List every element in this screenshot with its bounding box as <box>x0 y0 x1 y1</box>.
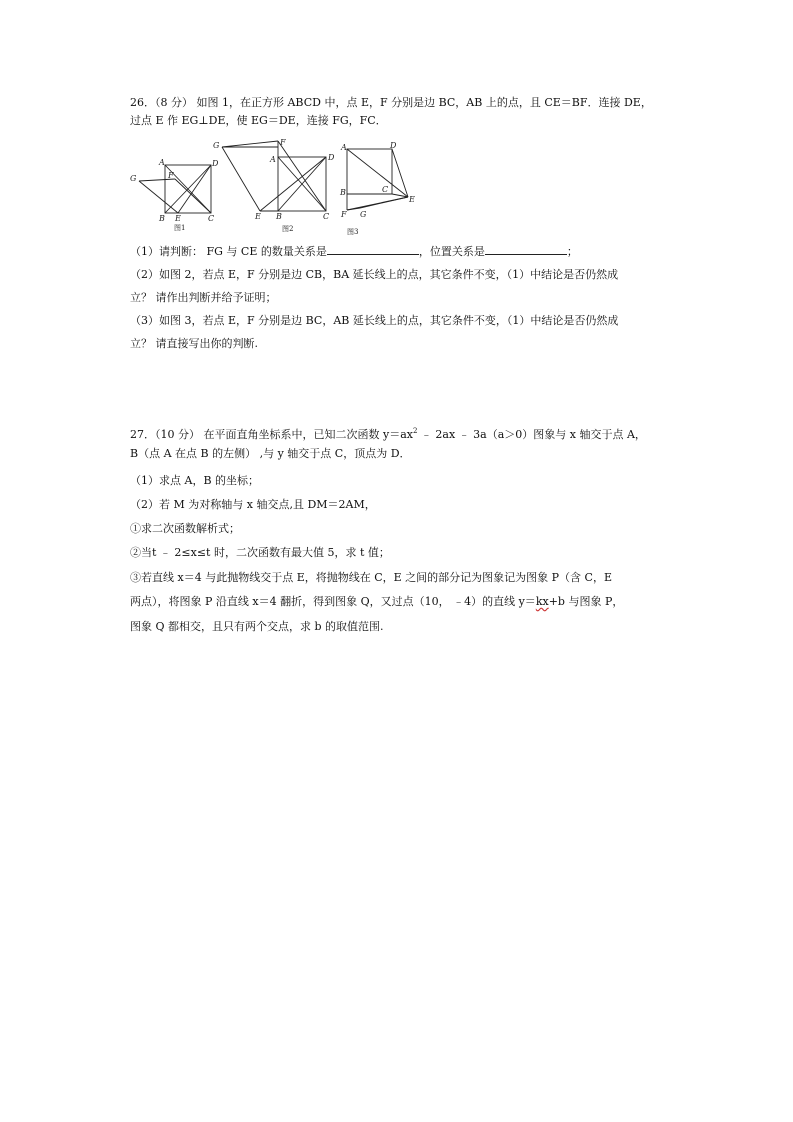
fig1-label-g: G <box>130 174 137 183</box>
q27-sub-3-line-2-text-a: 两点），将图象 P 沿直线 x＝4 翻折，得到图象 Q，又过点（10， ﹣4）的直线 y＝ <box>130 595 536 608</box>
fig1-label-b: B <box>159 214 165 223</box>
q27-line-1-text-b: ﹣ 2ax ﹣ 3a（a＞0）图象与 x 轴交于点 A， <box>417 428 646 441</box>
answer-blank-position[interactable] <box>485 244 567 255</box>
fig3-label-d: D <box>390 141 397 150</box>
q27-kx-term: kx <box>535 595 549 608</box>
fig1-label-c: C <box>208 214 215 223</box>
q26-part-1-text-a: （1）请判断： FG 与 CE 的数量关系是 <box>130 245 327 258</box>
q27-sub-3-line-2 <box>130 594 623 610</box>
fig3-label-g: G <box>360 210 367 219</box>
fig2-label-f: F <box>280 138 286 147</box>
fig3-label-f: F <box>341 210 347 219</box>
fig3-label-e: E <box>409 195 415 204</box>
fig3-caption: 图3 <box>347 228 359 236</box>
fig2-label-c: C <box>323 212 330 221</box>
fig1-label-e: E <box>175 214 181 223</box>
q27-sub-3-line-1: ③若直线 x＝4 与此抛物线交于点 E，将抛物线在 C，E 之间的部分记为图象记为图象 P（含 C，E <box>130 571 612 584</box>
q27-sub-3-line-3: 图象 Q 都相交，且只有两个交点，求 b 的取值范围. <box>130 620 384 633</box>
fig2-caption: 图2 <box>282 225 294 233</box>
q27-part-2: （2）若 M 为对称轴与 x 轴交点,且 DM＝2AM， <box>130 498 376 511</box>
fig3-label-b: B <box>340 188 346 197</box>
q27-sub-1: ①求二次函数解析式； <box>130 522 240 535</box>
q27-line-2: B（点 A 在点 B 的左侧） ,与 y 轴交于点 C，顶点为 D． <box>130 447 411 460</box>
answer-blank-quantity[interactable] <box>327 244 419 255</box>
fig1-label-f: F <box>168 171 174 180</box>
q27-line-1-text-a: 27．（10 分） 在平面直角坐标系中，已知二次函数 y＝ax <box>130 428 413 441</box>
q26-line-2: 过点 E 作 EG⊥DE，使 EG＝DE，连接 FG，FC． <box>130 114 387 127</box>
fig2-label-e: E <box>255 212 261 221</box>
q27-sub-3-line-2-text-b: +b 与图象 P， <box>548 595 624 608</box>
q26-part-1-text-b: ，位置关系是 <box>418 245 485 258</box>
figure-3 <box>338 139 420 239</box>
q27-sub-2: ②当t ﹣ 2≤x≤t 时，二次函数有最大值 5，求 t 值； <box>130 546 390 559</box>
q26-part-3-line-1: （3）如图 3，若点 E，F 分别是边 BC，AB 延长线上的点，其它条件不变，（1）中结论是否仍然成 <box>130 314 619 327</box>
fig3-label-c: C <box>382 185 389 194</box>
fig2-label-a: A <box>270 155 276 164</box>
q26-part-3-line-2: 立？ 请直接写出你的判断. <box>130 337 258 350</box>
fig1-label-d: D <box>212 159 219 168</box>
fig1-label-a: A <box>159 158 165 167</box>
figure-1 <box>128 143 220 235</box>
q26-part-1-text-c: ； <box>566 245 578 258</box>
q27-line-1 <box>130 427 646 443</box>
fig2-label-g: G <box>213 141 220 150</box>
q26-part-2-line-1: （2）如图 2，若点 E，F 分别是边 CB，BA 延长线上的点，其它条件不变，（1）中结论是否仍然成 <box>130 268 619 281</box>
fig2-label-d: D <box>328 153 335 162</box>
q27-part-1: （1）求点 A，B 的坐标； <box>130 474 260 487</box>
figure-2 <box>208 137 338 237</box>
fig3-label-a: A <box>341 143 347 152</box>
fig2-label-b: B <box>276 212 282 221</box>
q27-exponent: 2 <box>412 427 418 435</box>
q26-part-1 <box>130 244 578 260</box>
fig1-caption: 图1 <box>174 224 186 232</box>
q26-line-1: 26．（8 分） 如图 1，在正方形 ABCD 中，点 E，F 分别是边 BC，AB 上的点，且 CE＝BF．连接 DE， <box>130 96 652 109</box>
q26-part-2-line-2: 立？ 请作出判断并给予证明； <box>130 291 277 304</box>
